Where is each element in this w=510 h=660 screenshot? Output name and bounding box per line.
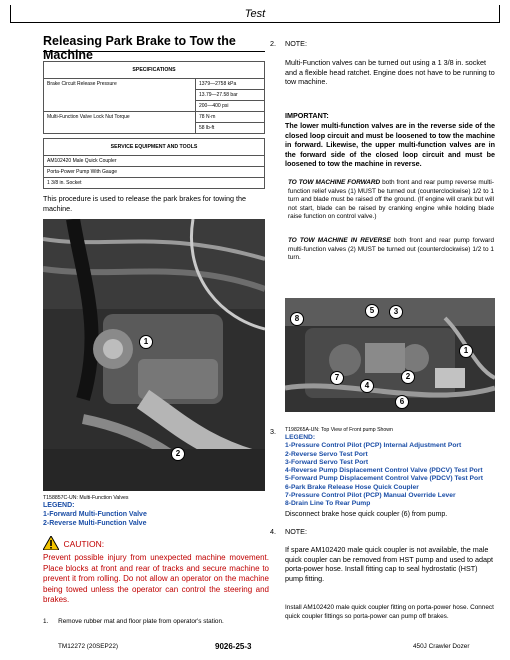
legend-item: 6-Park Brake Release Hose Quick Coupler (285, 483, 419, 491)
table-row (44, 156, 265, 167)
tool-item: 1 3/8 in. Socket (44, 178, 265, 189)
legend-item: 1-Forward Multi-Function Valve (43, 510, 147, 518)
callout-2: 2 (401, 370, 415, 384)
legend-item: 3-Forward Servo Test Port (285, 458, 369, 466)
legend-item: 4-Reverse Pump Displacement Control Valve (PDCV) Test Port (285, 467, 483, 475)
callout-1: 1 (459, 344, 473, 358)
important-label: IMPORTANT: (285, 111, 329, 120)
page-header (10, 5, 500, 23)
callout-2: 2 (171, 447, 185, 461)
step-2-number: 2. (270, 39, 276, 48)
table-row (44, 112, 265, 123)
step-2-note-label: NOTE: (285, 39, 307, 48)
table-row (44, 178, 265, 189)
legend-title: LEGEND: (43, 502, 75, 509)
step-4-text: Install AM102420 male quick coupler fitting on porta-power hose. Connect quick coupler fittings so porta-power can pump off brakes. (285, 604, 494, 620)
legend-item: 2-Reverse Servo Test Port (285, 450, 368, 458)
callout-7: 7 (330, 371, 344, 385)
table-row (44, 167, 265, 178)
caution-label: CAUTION: (63, 539, 105, 549)
header-title: Test (244, 8, 266, 20)
tool-item: Porta-Power Pump With Gauge (44, 167, 265, 178)
step-4-note-label: NOTE: (285, 527, 307, 536)
spec-value: 13.79—27.58 bar (196, 90, 265, 101)
specs-heading: SPECIFICATIONS (44, 62, 265, 79)
tow-forward-text: both front and rear pump reverse multi-function relief valves (1) MUST be turned out (counterclockwise) 1/2 to 1 turn and blade must be raised off the ground. (If engine will crank but will not start, blade can be raised by cranking engine while holding blade raise function on control valve.) (288, 179, 494, 220)
footer-model: 450J Crawler Dozer (413, 643, 470, 650)
step-1 (43, 618, 269, 627)
tools-table (43, 138, 265, 189)
step-4-number: 4. (270, 527, 276, 536)
tow-reverse-lead: TO TOW MACHINE IN REVERSE (288, 237, 391, 244)
tow-forward-lead: TO TOW MACHINE FORWARD (288, 179, 381, 186)
callout-5: 5 (365, 304, 379, 318)
callout-6: 6 (395, 395, 409, 409)
intro-text: This procedure is used to release the park brakes for towing the machine. (43, 194, 246, 213)
table-row (44, 79, 265, 90)
important-text: The lower multi-function valves are in the reverse side of the closed loop circuit and must be loosened to tow the machine in forward. Likewise, the upper multi-function valves are in the forward side of the closed loop circuit and must be loosened to tow the machine in reverse. (285, 121, 495, 169)
callout-4: 4 (360, 379, 374, 393)
spec-label: Brake Circuit Release Pressure (44, 79, 196, 112)
footer-page-number: 9026-25-3 (215, 642, 252, 651)
legend-item: 8-Drain Line To Rear Pump (285, 500, 371, 508)
step-number: 1. (43, 618, 49, 625)
figure1-legend (43, 502, 147, 528)
callout-3: 3 (389, 305, 403, 319)
front-pump-photo (285, 298, 495, 412)
caution-text: Prevent possible injury from unexpected machine movement. Place blocks at front and rear of tracks and secure machine to prevent it from rolling. Do not allow an operator on the machine being towed unless the operator can control the steering and brakes. (43, 553, 269, 604)
tool-item: AM102420 Male Quick Coupler (44, 156, 265, 167)
spec-value: 200—400 psi (196, 101, 265, 112)
legend-item: 7-Pressure Control Pilot (PCP) Manual Override Lever (285, 492, 456, 500)
valves-photo-illustration (43, 219, 265, 491)
step-text: Remove rubber mat and floor plate from operator's station. (58, 618, 224, 625)
spec-label: Multi-Function Valve Lock Nut Torque (44, 112, 196, 134)
figure2-legend (285, 434, 483, 509)
step-2-note: Multi-Function valves can be turned out using a 1 3/8 in. socket and a flexible head ratchet. Engine does not have to be running to tow machine. (285, 58, 495, 87)
caution-block (43, 534, 269, 606)
legend-item: 5-Forward Pump Displacement Control Valve (PDCV) Test Port (285, 475, 483, 483)
figure1-caption: T158857C-UN: Multi-Function Valves (43, 495, 129, 501)
legend-item: 1-Pressure Control Pilot (PCP) Internal Adjustment Port (285, 442, 462, 450)
figure2-caption: T198265A-UN: Top View of Front pump Shown (285, 427, 393, 433)
spec-value: 78 N·m (196, 112, 265, 123)
callout-1: 1 (139, 335, 153, 349)
multi-function-valves-photo (43, 219, 265, 491)
tow-forward-paragraph (288, 179, 494, 222)
warning-triangle-icon (43, 536, 59, 550)
legend-item: 2-Reverse Multi-Function Valve (43, 519, 147, 527)
footer-doc-id: TM12272 (20SEP22) (58, 643, 119, 650)
tools-heading: SERVICE EQUIPMENT AND TOOLS (44, 139, 265, 156)
specifications-table (43, 61, 265, 134)
section-title: Releasing Park Brake to Tow the Machine (43, 34, 236, 62)
step-4-note: If spare AM102420 male quick coupler is not available, the male quick coupler can be removed from HST pump and used to adapt porta-power hose. Install fitting cap to seal hydrostatic (HST) pump fitting. (285, 545, 494, 583)
spec-value: 58 lb-ft (196, 123, 265, 134)
tow-reverse-paragraph (288, 237, 494, 263)
step-3-number: 3. (270, 427, 276, 436)
step-3-text: Disconnect brake hose quick coupler (6) from pump. (285, 511, 448, 518)
spec-value: 1379—2758 kPa (196, 79, 265, 90)
title-rule (43, 51, 265, 52)
callout-8: 8 (290, 312, 304, 326)
tow-reverse-text: both front and rear pump forward multi-function valves (2) MUST be turned out (counterclockwise) 1/2 to 1 turn. (288, 237, 494, 261)
legend-title: LEGEND: (285, 434, 316, 441)
